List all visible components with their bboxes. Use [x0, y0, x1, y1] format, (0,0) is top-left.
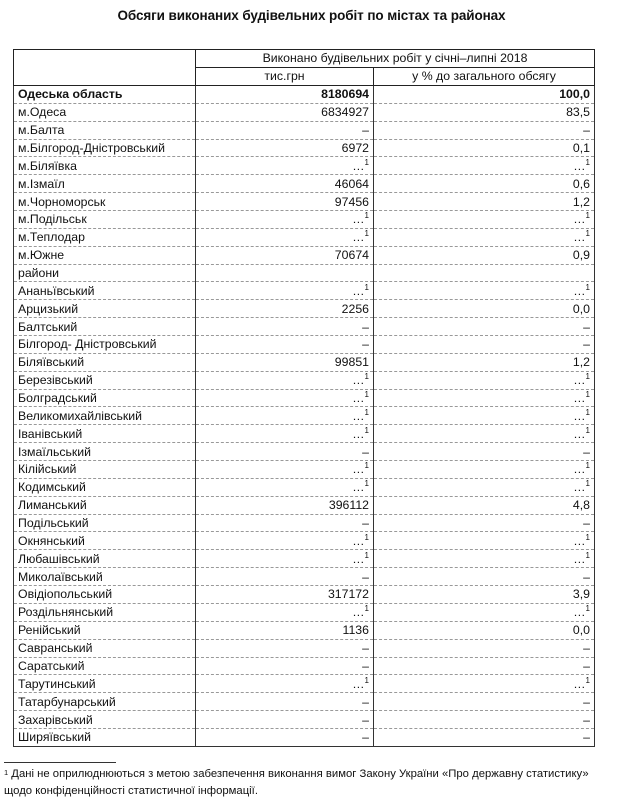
percent-cell: [374, 478, 595, 496]
region-name-cell: [14, 139, 196, 157]
table-row: [14, 728, 595, 746]
thousand-uah-cell-text: –: [362, 123, 369, 138]
percent-cell-text: …: [573, 391, 586, 406]
region-name-cell: [14, 193, 196, 211]
region-name-cell: [14, 621, 196, 639]
percent-cell-text: 3,9: [572, 587, 590, 602]
footnote-ref: 1: [585, 550, 590, 560]
footnote-ref: 1: [585, 461, 590, 471]
percent-cell-text: …: [573, 551, 586, 566]
table-row: [14, 371, 595, 389]
thousand-uah-cell-text: –: [362, 658, 369, 673]
table-row: [14, 264, 595, 282]
thousand-uah-cell-text: …: [352, 408, 365, 423]
region-name-cell-text: Роздільнянський: [18, 605, 114, 620]
region-name-cell-text: м.Біляївка: [18, 158, 77, 173]
table-row: [14, 443, 595, 461]
table-row: [14, 514, 595, 532]
percent-cell: [374, 514, 595, 532]
percent-cell: [374, 211, 595, 229]
percent-cell-text: 0,6: [572, 176, 590, 191]
percent-cell: [374, 407, 595, 425]
region-name-cell-text: Балтський: [18, 319, 78, 334]
thousand-uah-cell-text: …: [352, 212, 365, 227]
table-body: [14, 86, 595, 747]
region-name-cell-text: Тарутинський: [18, 676, 96, 691]
table-row: [14, 193, 595, 211]
thousand-uah-cell-text: …: [352, 426, 365, 441]
thousand-uah-cell-text: –: [362, 337, 369, 352]
thousand-uah-cell-text: 1136: [342, 623, 369, 638]
footnote: [4, 766, 623, 800]
thousand-uah-cell-text: –: [362, 569, 369, 584]
region-name-cell-text: м.Теплодар: [18, 230, 85, 245]
region-name-cell: [14, 157, 196, 175]
region-name-cell: [14, 282, 196, 300]
region-name-cell-text: Великомихайлівський: [18, 408, 143, 423]
table-row: [14, 175, 595, 193]
thousand-uah-cell: [196, 514, 374, 532]
thousand-uah-cell-text: …: [352, 605, 365, 620]
region-name-cell: [14, 550, 196, 568]
region-name-cell: [14, 461, 196, 479]
thousand-uah-cell: [196, 603, 374, 621]
percent-cell: [374, 389, 595, 407]
thousand-uah-cell: [196, 461, 374, 479]
thousand-uah-cell: [196, 728, 374, 746]
percent-cell-text: –: [583, 694, 590, 709]
table-row: [14, 675, 595, 693]
header-thousand-uah: тис.грн: [196, 68, 374, 86]
region-name-cell: [14, 675, 196, 693]
percent-cell-text: …: [573, 373, 586, 388]
region-name-cell-text: Кодимський: [18, 480, 86, 495]
thousand-uah-cell-text: –: [362, 444, 369, 459]
table-row: [14, 318, 595, 336]
page-title: Обсяги виконаних будівельних робіт по містах та районах: [117, 8, 506, 23]
table-row: [14, 389, 595, 407]
thousand-uah-cell-text: …: [352, 391, 365, 406]
thousand-uah-cell: [196, 550, 374, 568]
table-row: [14, 246, 595, 264]
region-name-cell-text: м.Ізмаїл: [18, 176, 65, 191]
thousand-uah-cell-text: –: [362, 641, 369, 656]
percent-cell: [374, 621, 595, 639]
thousand-uah-cell: [196, 389, 374, 407]
thousand-uah-cell: [196, 318, 374, 336]
region-name-cell-text: Захарівський: [18, 712, 93, 727]
percent-cell: [374, 246, 595, 264]
footnote-ref: 1: [585, 479, 590, 489]
table-row: [14, 228, 595, 246]
footnote-ref: 1: [364, 229, 369, 239]
footnote-ref: 1: [364, 157, 369, 167]
thousand-uah-cell-text: …: [352, 158, 365, 173]
thousand-uah-cell: [196, 86, 374, 104]
thousand-uah-cell: [196, 264, 374, 282]
region-name-cell-text: Окнянський: [18, 533, 85, 548]
region-name-cell-text: м.Білгород-Дністровський: [18, 141, 165, 155]
percent-cell-text: 0,0: [572, 623, 590, 638]
footnote-ref: 1: [364, 479, 369, 489]
thousand-uah-cell: [196, 353, 374, 371]
percent-cell: [374, 568, 595, 586]
table-row: [14, 407, 595, 425]
footnote-ref: 1: [585, 532, 590, 542]
percent-cell: [374, 353, 595, 371]
region-name-cell-text: м.Балта: [18, 123, 65, 138]
region-name-cell: [14, 336, 196, 354]
header-region: [14, 50, 196, 86]
percent-cell-text: …: [573, 462, 586, 477]
construction-volume-table: [13, 49, 595, 747]
thousand-uah-cell-text: 8180694: [321, 87, 369, 102]
region-name-cell-text: Саратський: [18, 658, 85, 673]
thousand-uah-cell: [196, 657, 374, 675]
table-row: [14, 353, 595, 371]
percent-cell-text: –: [583, 123, 590, 138]
region-name-cell-text: Білгород- Дністровський: [18, 337, 157, 352]
region-name-cell-text: Лиманський: [18, 498, 87, 513]
percent-cell: [374, 532, 595, 550]
percent-cell: [374, 443, 595, 461]
region-name-cell-text: Одеська область: [18, 87, 123, 102]
thousand-uah-cell: [196, 693, 374, 711]
table-row: [14, 711, 595, 729]
region-name-cell: [14, 246, 196, 264]
percent-cell-text: 100,0: [559, 87, 590, 102]
thousand-uah-cell-text: …: [352, 230, 365, 245]
thousand-uah-cell-text: …: [352, 676, 365, 691]
percent-cell: [374, 264, 595, 282]
thousand-uah-cell: [196, 371, 374, 389]
region-name-cell: [14, 568, 196, 586]
region-name-cell: [14, 407, 196, 425]
region-name-cell-text: Овідіопольський: [18, 587, 113, 602]
table-row: [14, 603, 595, 621]
thousand-uah-cell: [196, 121, 374, 139]
thousand-uah-cell: [196, 675, 374, 693]
percent-cell-text: –: [583, 319, 590, 334]
percent-cell: [374, 461, 595, 479]
percent-cell-text: –: [583, 516, 590, 531]
percent-cell: [374, 157, 595, 175]
region-name-cell: [14, 586, 196, 604]
thousand-uah-cell-text: …: [352, 480, 365, 495]
footnote-ref: 1: [585, 211, 590, 221]
thousand-uah-cell-text: …: [352, 462, 365, 477]
percent-cell: [374, 300, 595, 318]
table-row: [14, 621, 595, 639]
thousand-uah-cell: [196, 568, 374, 586]
footnote-line-2: щодо конфіденційності статистичної інформації.: [4, 785, 258, 797]
thousand-uah-cell: [196, 586, 374, 604]
table-row: [14, 336, 595, 354]
region-name-cell: [14, 175, 196, 193]
footnote-ref: 1: [364, 425, 369, 435]
region-name-cell: [14, 353, 196, 371]
percent-cell-text: –: [583, 641, 590, 656]
region-name-cell: [14, 389, 196, 407]
thousand-uah-cell-text: …: [352, 551, 365, 566]
percent-cell: [374, 175, 595, 193]
thousand-uah-cell: [196, 425, 374, 443]
percent-cell-text: …: [573, 480, 586, 495]
region-name-cell-text: Татарбунарський: [18, 694, 116, 709]
percent-cell: [374, 603, 595, 621]
table-row: [14, 86, 595, 104]
footnote-ref: 1: [585, 390, 590, 400]
table-row: [14, 639, 595, 657]
table-row: [14, 532, 595, 550]
percent-cell: [374, 675, 595, 693]
percent-cell-text: 0,0: [572, 301, 590, 316]
percent-cell: [374, 693, 595, 711]
percent-cell-text: –: [583, 337, 590, 352]
percent-cell: [374, 318, 595, 336]
table-row: [14, 568, 595, 586]
footnote-ref: 1: [364, 282, 369, 292]
footnote-ref: 1: [585, 407, 590, 417]
table-row: [14, 300, 595, 318]
thousand-uah-cell-text: –: [362, 712, 369, 727]
region-name-cell: [14, 443, 196, 461]
thousand-uah-cell: [196, 139, 374, 157]
region-name-cell-text: Миколаївський: [18, 569, 103, 584]
percent-cell-text: –: [583, 658, 590, 673]
table-row: [14, 693, 595, 711]
percent-cell: [374, 550, 595, 568]
footnote-ref: 1: [364, 550, 369, 560]
region-name-cell-text: Ізмаїльський: [18, 444, 92, 459]
percent-cell-text: …: [573, 533, 586, 548]
thousand-uah-cell: [196, 175, 374, 193]
region-name-cell-text: Подільський: [18, 516, 89, 531]
region-name-cell-text: м.Южне: [18, 248, 65, 263]
table-row: [14, 282, 595, 300]
percent-cell: [374, 371, 595, 389]
thousand-uah-cell: [196, 157, 374, 175]
footnote-marker: 1: [4, 768, 9, 777]
thousand-uah-cell: [196, 103, 374, 121]
thousand-uah-cell-text: –: [362, 516, 369, 531]
thousand-uah-cell: [196, 336, 374, 354]
percent-cell: [374, 496, 595, 514]
region-name-cell: [14, 532, 196, 550]
table-row: [14, 478, 595, 496]
region-name-cell: [14, 693, 196, 711]
percent-cell: [374, 657, 595, 675]
table-row: [14, 461, 595, 479]
percent-cell: [374, 86, 595, 104]
region-name-cell: [14, 639, 196, 657]
thousand-uah-cell: [196, 228, 374, 246]
table-row: [14, 496, 595, 514]
region-name-cell-text: Арцизький: [18, 301, 79, 316]
region-name-cell-text: Кілійський: [18, 462, 77, 477]
percent-cell-text: –: [583, 569, 590, 584]
footnote-line-1: Дані не оприлюднюються з метою забезпечення виконання вимог Закону України «Про державну статистику»: [8, 768, 589, 780]
region-name-cell: [14, 657, 196, 675]
thousand-uah-cell: [196, 496, 374, 514]
region-name-cell-text: м.Чорноморськ: [18, 194, 106, 209]
percent-cell: [374, 193, 595, 211]
footnote-ref: 1: [364, 390, 369, 400]
region-name-cell-text: Ренійський: [18, 623, 81, 638]
footnote-ref: 1: [364, 532, 369, 542]
percent-cell-text: …: [573, 158, 586, 173]
thousand-uah-cell-text: 97456: [334, 194, 369, 209]
thousand-uah-cell-text: 99851: [334, 355, 369, 370]
region-name-cell: [14, 211, 196, 229]
region-name-cell: [14, 264, 196, 282]
footnote-ref: 1: [364, 604, 369, 614]
table-row: [14, 139, 595, 157]
percent-cell-text: …: [573, 408, 586, 423]
region-name-cell: [14, 603, 196, 621]
table-row: [14, 103, 595, 121]
percent-cell: [374, 336, 595, 354]
header-group: Виконано будівельних робіт у січні–липні 2018: [196, 50, 595, 68]
region-name-cell-text: райони: [18, 266, 60, 281]
thousand-uah-cell: [196, 621, 374, 639]
region-name-cell-text: Біляївський: [18, 355, 85, 370]
thousand-uah-cell-text: 70674: [334, 248, 369, 263]
region-name-cell-text: Іванівський: [18, 426, 83, 441]
percent-cell-text: 83,5: [566, 105, 590, 120]
percent-cell: [374, 228, 595, 246]
region-name-cell: [14, 300, 196, 318]
percent-cell-text: …: [573, 283, 586, 298]
region-name-cell-text: Ананьївський: [18, 283, 95, 298]
percent-cell-text: 1,2: [572, 194, 590, 209]
percent-cell-text: 0,1: [572, 141, 590, 155]
thousand-uah-cell: [196, 711, 374, 729]
percent-cell: [374, 282, 595, 300]
thousand-uah-cell-text: –: [362, 694, 369, 709]
footnote-ref: 1: [585, 157, 590, 167]
table-row: [14, 550, 595, 568]
footnote-ref: 1: [364, 461, 369, 471]
percent-cell: [374, 586, 595, 604]
region-name-cell: [14, 478, 196, 496]
thousand-uah-cell-text: …: [352, 373, 365, 388]
percent-cell-text: 0,9: [572, 248, 590, 263]
footnote-ref: 1: [364, 211, 369, 221]
thousand-uah-cell-text: …: [352, 533, 365, 548]
table-row: [14, 157, 595, 175]
header-percent-share: у % до загального обсягу: [374, 68, 595, 86]
table-row: [14, 425, 595, 443]
region-name-cell: [14, 318, 196, 336]
region-name-cell-text: Любашівський: [18, 551, 100, 566]
region-name-cell: [14, 228, 196, 246]
region-name-cell-text: Болградський: [18, 391, 97, 406]
thousand-uah-cell-text: …: [352, 283, 365, 298]
region-name-cell-text: Ширяївський: [18, 730, 91, 745]
footnote-ref: 1: [585, 425, 590, 435]
thousand-uah-cell-text: 396112: [328, 498, 369, 513]
region-name-cell: [14, 103, 196, 121]
region-name-cell: [14, 728, 196, 746]
footnote-ref: 1: [585, 282, 590, 292]
percent-cell-text: –: [583, 444, 590, 459]
thousand-uah-cell-text: –: [362, 319, 369, 334]
footnote-ref: 1: [364, 372, 369, 382]
percent-cell-text: …: [573, 426, 586, 441]
percent-cell-text: –: [583, 712, 590, 727]
table-row: [14, 657, 595, 675]
percent-cell-text: 1,2: [572, 355, 590, 370]
percent-cell: [374, 121, 595, 139]
footnote-ref: 1: [585, 372, 590, 382]
region-name-cell: [14, 711, 196, 729]
thousand-uah-cell: [196, 282, 374, 300]
footnote-ref: 1: [364, 675, 369, 685]
thousand-uah-cell: [196, 300, 374, 318]
thousand-uah-cell-text: 6834927: [321, 105, 369, 120]
thousand-uah-cell-text: 46064: [334, 176, 369, 191]
region-name-cell: [14, 371, 196, 389]
percent-cell-text: …: [573, 605, 586, 620]
percent-cell-text: …: [573, 230, 586, 245]
footnote-ref: 1: [585, 675, 590, 685]
percent-cell-text: …: [573, 676, 586, 691]
percent-cell: [374, 425, 595, 443]
percent-cell: [374, 711, 595, 729]
region-name-cell: [14, 496, 196, 514]
percent-cell: [374, 139, 595, 157]
thousand-uah-cell: [196, 639, 374, 657]
percent-cell-text: –: [583, 730, 590, 745]
thousand-uah-cell: [196, 478, 374, 496]
thousand-uah-cell-text: 2256: [341, 301, 369, 316]
thousand-uah-cell-text: 317172: [327, 587, 369, 602]
percent-cell: [374, 639, 595, 657]
thousand-uah-cell: [196, 443, 374, 461]
thousand-uah-cell: [196, 211, 374, 229]
table-row: [14, 211, 595, 229]
thousand-uah-cell: [196, 246, 374, 264]
region-name-cell: [14, 425, 196, 443]
region-name-cell-text: м.Подільськ: [18, 212, 87, 227]
region-name-cell-text: Савранський: [18, 641, 93, 656]
percent-cell: [374, 103, 595, 121]
percent-cell-text: 4,8: [572, 498, 590, 513]
footnote-ref: 1: [585, 604, 590, 614]
footnote-ref: 1: [585, 229, 590, 239]
thousand-uah-cell: [196, 407, 374, 425]
region-name-cell-text: Березівський: [18, 373, 93, 388]
thousand-uah-cell-text: 6972: [341, 141, 369, 155]
thousand-uah-cell: [196, 193, 374, 211]
table-row: [14, 586, 595, 604]
table-row: [14, 121, 595, 139]
percent-cell: [374, 728, 595, 746]
region-name-cell: [14, 121, 196, 139]
footnote-ref: 1: [364, 407, 369, 417]
region-name-cell: [14, 514, 196, 532]
thousand-uah-cell-text: –: [362, 730, 369, 745]
footnote-divider: [4, 762, 116, 763]
thousand-uah-cell: [196, 532, 374, 550]
region-name-cell: [14, 86, 196, 104]
region-name-cell-text: м.Одеса: [18, 105, 67, 120]
percent-cell-text: …: [573, 212, 586, 227]
